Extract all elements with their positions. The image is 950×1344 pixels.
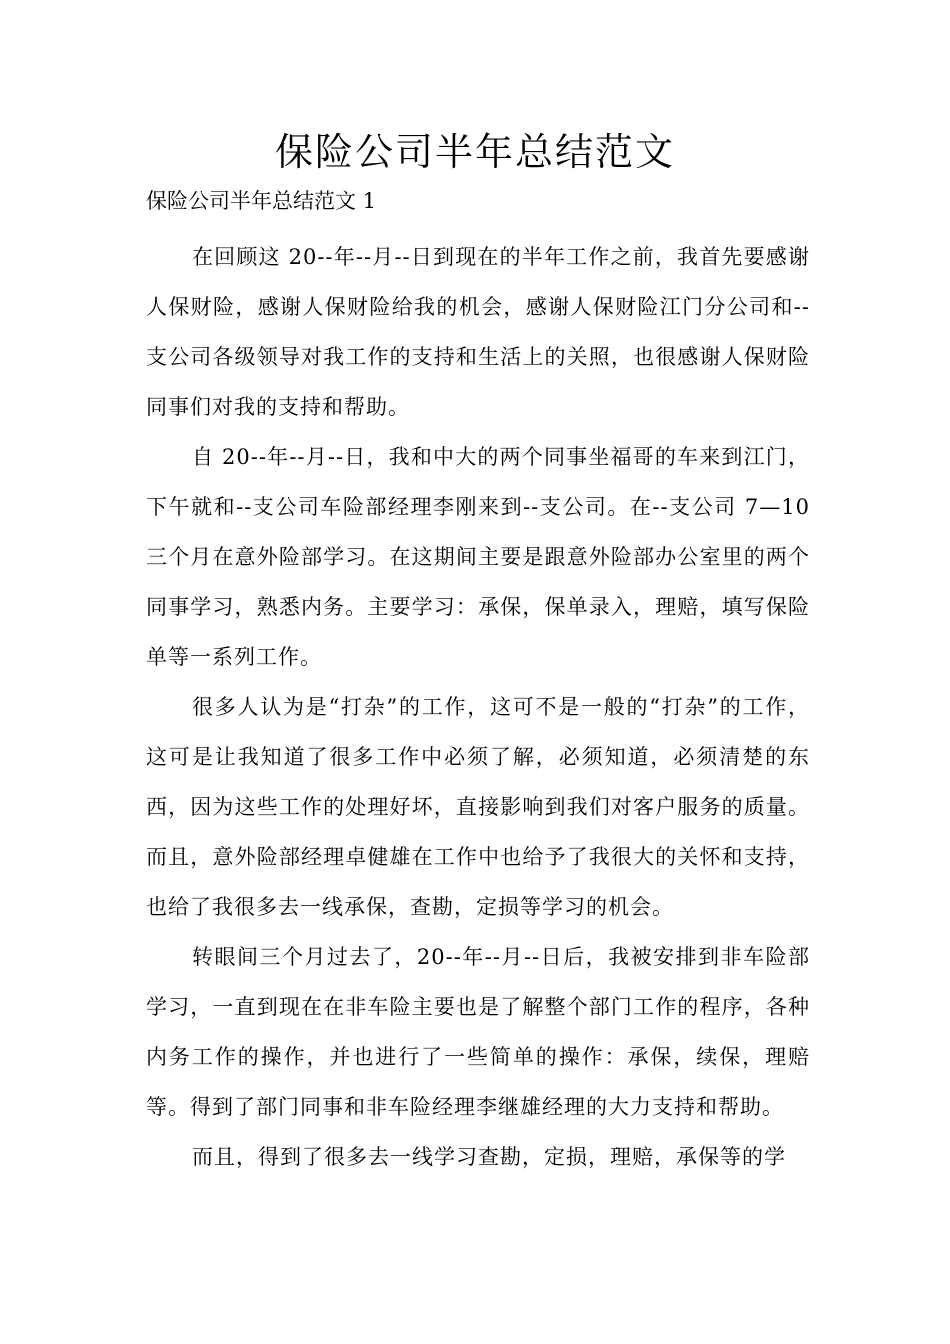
- document-title: 保险公司半年总结范文: [274, 130, 675, 174]
- section-heading: 保险公司半年总结范文 1: [146, 189, 377, 213]
- paragraph-4: 转眼间三个月过去了，20--年--月--日后，我被安排到非车险部学习，一直到现在在非车险主要也是了解整个部门工作的程序，各种内务工作的操作，并也进行了一些简单的操作：承保，续保，理赔等。得到了部门同事和非车险经理李继雄经理的大力支持和帮助。: [146, 945, 810, 1119]
- paragraph-2: 自 20--年--月--日，我和中大的两个同事坐福哥的车来到江门，下午就和--支公司车险部经理李刚来到--支公司。在--支公司 7—10 三个月在意外险部学习。在这期间主要是跟意外险部办公室里的两个同事学习，熟悉内务。主要学习：承保，保单录入，理赔，填写保险单等一系列工作。: [146, 445, 810, 669]
- paragraph-3: 很多人认为是“打杂”的工作，这可不是一般的“打杂”的工作，这可是让我知道了很多工作中必须了解，必须知道，必须清楚的东西，因为这些工作的处理好坏，直接影响到我们对客户服务的质量。而且，意外险部经理卓健雄在工作中也给予了我很大的关怀和支持，也给了我很多去一线承保，查勘，定损等学习的机会。: [146, 695, 810, 919]
- document-body: [146, 232, 810, 1182]
- paragraph-5: 而且，得到了很多去一线学习查勘，定损，理赔，承保等的学: [192, 1145, 786, 1169]
- paragraph-1: 在回顾这 20--年--月--日到现在的半年工作之前，我首先要感谢人保财险，感谢人保财险给我的机会，感谢人保财险江门分公司和--支公司各级领导对我工作的支持和生活上的关照，也很感谢人保财险同事们对我的支持和帮助。: [146, 245, 810, 419]
